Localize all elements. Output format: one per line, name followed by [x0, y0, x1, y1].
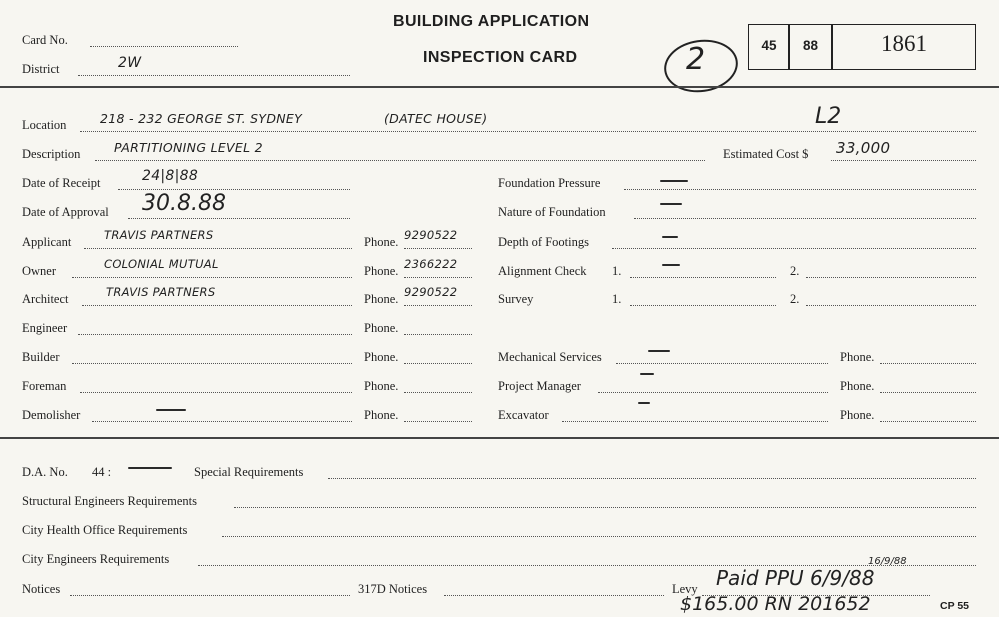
project-manager-line [598, 392, 828, 393]
special-label: Special Requirements [194, 465, 304, 479]
special-line [328, 478, 976, 479]
project-manager-dash [640, 373, 654, 375]
header-rule [0, 86, 999, 88]
receipt-value: 24|8|88 [142, 168, 199, 184]
builder-phone-line [404, 363, 472, 364]
nature-foundation-line [634, 218, 976, 219]
box-cell-45: 45 [761, 38, 777, 53]
architect-phone: 9290522 [404, 285, 458, 299]
demolisher-phone-line [404, 421, 472, 422]
survey-line-2 [806, 305, 976, 306]
owner-line [72, 277, 352, 278]
builder-label: Builder [22, 350, 60, 364]
levy-label: Levy [672, 582, 698, 596]
foundation-pressure-label: Foundation Pressure [498, 176, 601, 190]
notices-317d-label: 317D Notices [358, 582, 428, 596]
alignment-check-2: 2. [790, 264, 800, 278]
circled-number: 2 [686, 42, 706, 77]
excavator-phone-line [880, 421, 976, 422]
engineer-phone-line [404, 334, 472, 335]
architect-phone-line [404, 305, 472, 306]
receipt-line [118, 189, 350, 190]
depth-footings-label: Depth of Footings [498, 235, 589, 249]
engineer-label: Engineer [22, 321, 68, 335]
approval-line [128, 218, 350, 219]
excavator-dash [638, 402, 650, 404]
applicant-value: TRAVIS PARTNERS [104, 228, 214, 242]
owner-phone-label: Phone. [364, 264, 399, 278]
structural-line [234, 507, 976, 508]
location-line [80, 131, 976, 132]
architect-value: TRAVIS PARTNERS [106, 285, 216, 299]
form-title-line2: INSPECTION CARD [423, 49, 578, 66]
estimated-cost-value: 33,000 [836, 139, 891, 157]
health-label: City Health Office Requirements [22, 523, 188, 537]
demolisher-dash [156, 409, 186, 411]
district-line [78, 75, 350, 76]
architect-label: Architect [22, 292, 69, 306]
health-line [222, 536, 976, 537]
district-label: District [22, 62, 60, 76]
applicant-phone: 9290522 [404, 228, 458, 242]
description-label: Description [22, 147, 81, 161]
approval-label: Date of Approval [22, 205, 109, 219]
level-mark: L2 [815, 104, 842, 129]
mechanical-phone-line [880, 363, 976, 364]
form-title-line1: BUILDING APPLICATION [393, 13, 590, 30]
location-label: Location [22, 118, 67, 132]
mechanical-label: Mechanical Services [498, 350, 602, 364]
receipt-label: Date of Receipt [22, 176, 101, 190]
approval-value: 30.8.88 [142, 191, 226, 216]
alignment-check-dash [662, 264, 680, 266]
estimated-cost-line [831, 160, 976, 161]
estimated-cost-label: Estimated Cost $ [723, 147, 809, 161]
excavator-label: Excavator [498, 408, 549, 422]
amount-line: $165.00 RN 201652 [680, 593, 871, 615]
district-value: 2W [118, 55, 142, 71]
owner-phone-line [404, 277, 472, 278]
notices-label: Notices [22, 582, 61, 596]
architect-line [82, 305, 352, 306]
project-manager-label: Project Manager [498, 379, 581, 393]
middle-rule [0, 437, 999, 439]
excavator-line [562, 421, 828, 422]
paid-line: Paid PPU 6/9/88 [716, 566, 875, 590]
foundation-pressure-line [624, 189, 976, 190]
notices-317d-line [444, 595, 664, 596]
demolisher-line [92, 421, 352, 422]
survey-line-1 [630, 305, 776, 306]
builder-phone-label: Phone. [364, 350, 399, 364]
location-note: (DATEC HOUSE) [384, 111, 488, 126]
project-manager-phone-line [880, 392, 976, 393]
survey-1: 1. [612, 292, 622, 306]
depth-footings-dash [662, 236, 678, 238]
card-no-line [90, 46, 238, 47]
box-cell-88: 88 [802, 38, 819, 53]
depth-footings-line [612, 248, 976, 249]
nature-foundation-dash [660, 203, 682, 205]
builder-line [72, 363, 352, 364]
foreman-phone-line [404, 392, 472, 393]
owner-value: COLONIAL MUTUAL [104, 257, 219, 271]
alignment-check-1: 1. [612, 264, 622, 278]
mechanical-phone-label: Phone. [840, 350, 875, 364]
owner-label: Owner [22, 264, 57, 278]
card-no-label: Card No. [22, 33, 68, 47]
notices-line [70, 595, 350, 596]
foreman-phone-label: Phone. [364, 379, 399, 393]
description-value: PARTITIONING LEVEL 2 [114, 140, 263, 155]
box-cell-card-number: 1861 [881, 31, 927, 56]
project-manager-phone-label: Phone. [840, 379, 875, 393]
box-divider-2 [831, 25, 833, 69]
foundation-pressure-dash [660, 180, 688, 182]
engineer-phone-label: Phone. [364, 321, 399, 335]
city-eng-label: City Engineers Requirements [22, 552, 170, 566]
form-code: CP 55 [940, 600, 969, 612]
engineer-line [78, 334, 352, 335]
paid-date: 16/9/88 [868, 556, 907, 567]
applicant-label: Applicant [22, 235, 72, 249]
location-value: 218 - 232 GEORGE ST. SYDNEY [100, 111, 303, 126]
survey-2: 2. [790, 292, 800, 306]
nature-foundation-label: Nature of Foundation [498, 205, 606, 219]
foreman-label: Foreman [22, 379, 67, 393]
architect-phone-label: Phone. [364, 292, 399, 306]
mechanical-line [616, 363, 828, 364]
alignment-check-line-2 [806, 277, 976, 278]
da-dash [128, 467, 172, 469]
owner-phone: 2366222 [404, 257, 458, 271]
survey-label: Survey [498, 292, 534, 306]
applicant-phone-line [404, 248, 472, 249]
alignment-check-label: Alignment Check [498, 264, 587, 278]
applicant-phone-label: Phone. [364, 235, 399, 249]
demolisher-label: Demolisher [22, 408, 81, 422]
alignment-check-line-1 [630, 277, 776, 278]
description-line [95, 160, 705, 161]
applicant-line [84, 248, 352, 249]
da-value: 44 : [92, 465, 112, 479]
structural-label: Structural Engineers Requirements [22, 494, 197, 508]
foreman-line [80, 392, 352, 393]
mechanical-dash [648, 350, 670, 352]
excavator-phone-label: Phone. [840, 408, 875, 422]
demolisher-phone-label: Phone. [364, 408, 399, 422]
da-label: D.A. No. [22, 465, 68, 479]
